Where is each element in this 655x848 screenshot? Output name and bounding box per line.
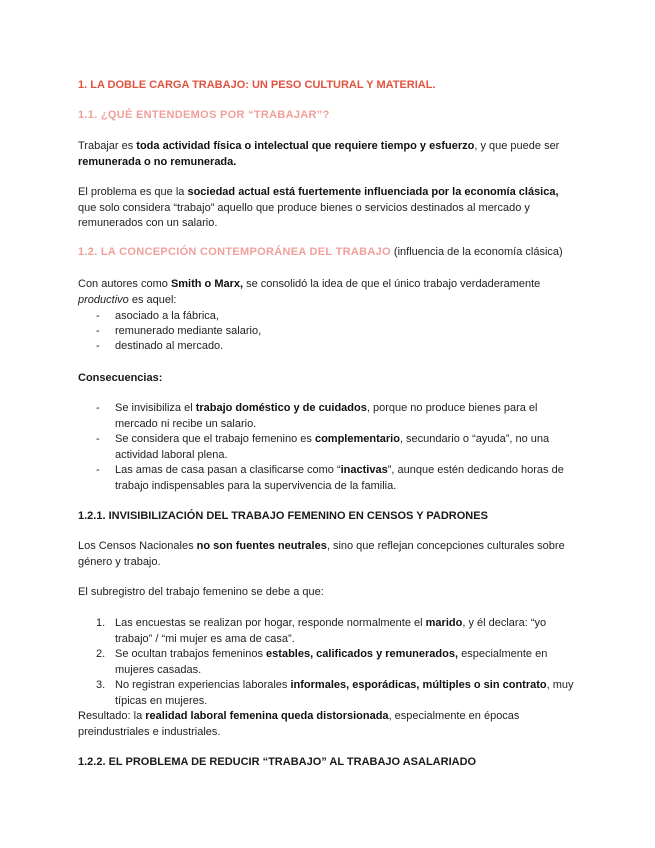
heading-3 <box>78 371 578 387</box>
list-marker: - <box>96 340 100 352</box>
text-run: Las amas de casa pasan a clasificarse como “ <box>115 464 341 476</box>
text-run: , y él declara: “yo trabajo” / “mi mujer es ama de casa”. <box>115 617 547 645</box>
heading-3 <box>78 509 578 525</box>
text-run: asociado a la fábrica, <box>115 310 219 322</box>
text-run: Consecuencias: <box>78 372 163 384</box>
bold-text: Smith o Marx, <box>170 278 244 290</box>
list-marker: 1. <box>96 617 106 629</box>
list-item <box>96 309 578 325</box>
bold-text: toda actividad física o intelectual que requiere tiempo y esfuerzo <box>136 140 475 152</box>
bold-text: informales, esporádicas, múltiples o sin contrato <box>290 679 547 691</box>
paragraph <box>78 277 578 308</box>
list-marker: - <box>96 325 100 337</box>
text-run: , y que puede ser <box>474 140 560 152</box>
bold-text: trabajo doméstico y de cuidados <box>195 402 367 414</box>
text-run: Los Censos Nacionales <box>78 540 197 552</box>
bold-text: complementario <box>314 433 400 445</box>
paragraph <box>78 709 578 740</box>
list-item <box>96 463 578 494</box>
bold-text: inactivas <box>340 464 388 476</box>
text-run: Las encuestas se realizan por hogar, responde normalmente el <box>115 617 426 629</box>
list-marker: 3. <box>96 679 106 691</box>
text-run: , porque no produce bienes para el mercado ni recibe un salario. <box>115 402 538 430</box>
text-run: especialmente en mujeres casadas. <box>115 648 548 676</box>
text-run: , secundario o “ayuda”, no una actividad laboral plena. <box>115 433 550 461</box>
bold-text: estables, calificados y remunerados, <box>266 648 459 660</box>
bold-text: realidad laboral femenina queda distorsionada <box>145 710 389 722</box>
list-item <box>96 616 578 647</box>
paragraph <box>78 539 578 570</box>
text-run: 1.2.1. INVISIBILIZACIÓN DEL TRABAJO FEMENINO EN CENSOS Y PADRONES <box>78 510 488 522</box>
list-item <box>96 401 578 432</box>
text-run: , sino que reflejan concepciones culturales sobre género y trabajo. <box>78 540 565 568</box>
list-item <box>96 339 578 355</box>
list-marker: - <box>96 402 100 414</box>
bold-text: sociedad actual está fuertemente influenciada por la economía clásica, <box>187 186 559 198</box>
list-item <box>96 432 578 463</box>
text-run: El subregistro del trabajo femenino se debe a que: <box>78 586 324 598</box>
list-marker: 2. <box>96 648 106 660</box>
bold-text: no son fuentes neutrales <box>196 540 327 552</box>
text-run: 1.1. ¿QUÉ ENTENDEMOS POR “TRABAJAR”? <box>78 109 330 121</box>
paragraph <box>78 185 578 232</box>
list-item <box>96 647 578 678</box>
list-item <box>96 678 578 709</box>
text-run: , muy típicas en mujeres. <box>115 679 574 707</box>
text-run: El problema es que la <box>78 186 188 198</box>
heading-2 <box>78 245 578 261</box>
list-item <box>96 324 578 340</box>
text-run: 1.2.2. EL PROBLEMA DE REDUCIR “TRABAJO” AL TRABAJO ASALARIADO <box>78 756 477 768</box>
text-run: se consolidó la idea de que el único trabajo verdaderamente <box>243 278 541 290</box>
text-run: 1.2. LA CONCEPCIÓN CONTEMPORÁNEA DEL TRABAJO <box>78 246 391 258</box>
paragraph <box>78 585 578 601</box>
text-run: Trabajar es <box>78 140 137 152</box>
text-run: (influencia de la economía clásica) <box>390 246 563 258</box>
text-run: 1. LA DOBLE CARGA TRABAJO: UN PESO CULTURAL Y MATERIAL. <box>78 79 436 91</box>
bold-text: remunerada o no remunerada. <box>78 155 237 168</box>
text-run: destinado al mercado. <box>115 340 224 352</box>
text-run: remunerado mediante salario, <box>115 325 262 337</box>
list-marker: - <box>96 464 100 476</box>
text-run: Con autores como <box>78 278 171 290</box>
text-run: Se ocultan trabajos femeninos <box>115 648 267 660</box>
text-run: Se considera que el trabajo femenino es <box>115 433 315 445</box>
heading-2 <box>78 108 578 124</box>
paragraph <box>78 139 578 170</box>
text-run: Resultado: la <box>78 710 146 722</box>
text-run: es aquel: <box>128 293 177 306</box>
list-marker: - <box>96 310 100 322</box>
italic-text: productivo <box>78 293 129 306</box>
text-run: Se invisibiliza el <box>115 402 196 414</box>
heading-1 <box>78 78 578 94</box>
text-run: ”, aunque estén dedicando horas de trabajo indispensables para la supervivencia de la familia. <box>115 464 564 492</box>
list-marker: - <box>96 433 100 445</box>
text-run: , especialmente en épocas preindustriales e industriales. <box>78 710 520 738</box>
bold-text: marido <box>425 617 463 629</box>
text-run: No registran experiencias laborales <box>115 679 291 691</box>
heading-3 <box>78 755 578 771</box>
text-run: que solo considera “trabajo” aquello que produce bienes o servicios destinados al mercado y remunerados con un salario. <box>78 201 530 229</box>
